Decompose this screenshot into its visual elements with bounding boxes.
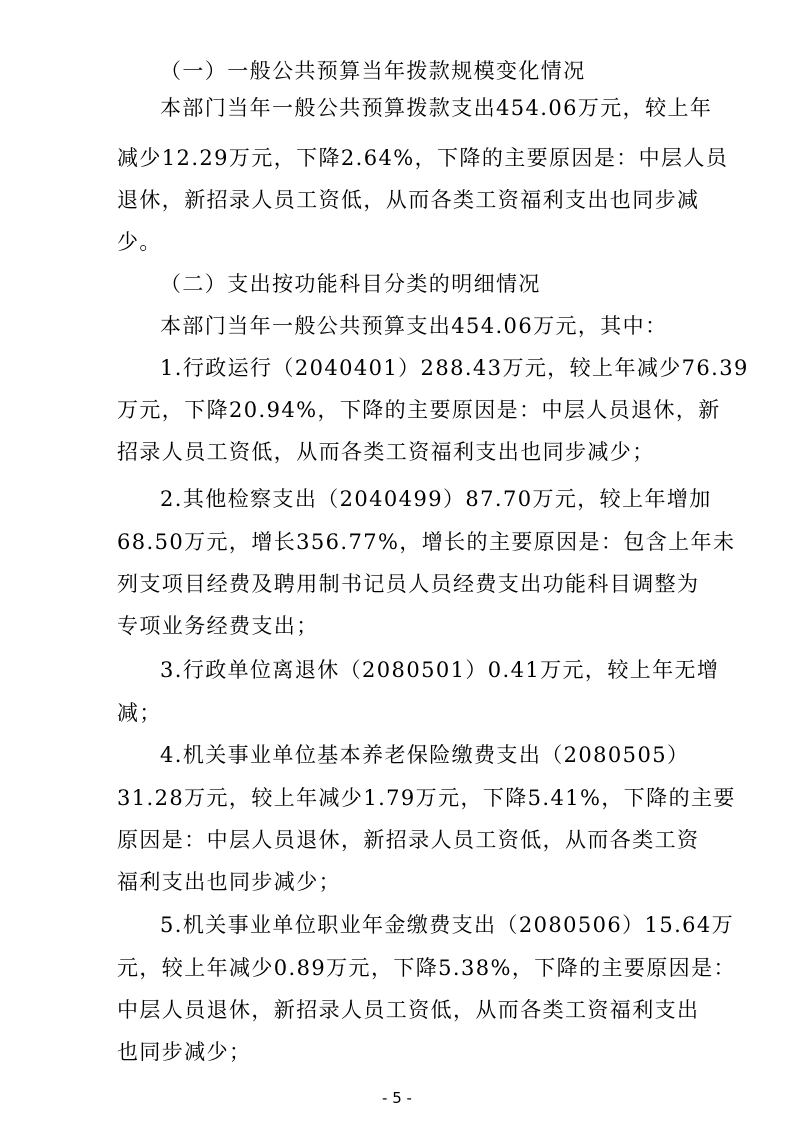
list-item-5-line: 中层人员退休，新招录人员工资低，从而各类工资福利支出 <box>117 998 700 1022</box>
list-item-2-line: 专项业务经费支出； <box>117 614 319 638</box>
list-item-1-line: 万元，下降20.94%，下降的主要原因是：中层人员退休，新 <box>117 398 721 422</box>
list-item-5-line: 5.机关事业单位职业年金缴费支出（2080506）15.64万 <box>160 913 735 937</box>
paragraph-line: 少。 <box>117 230 162 254</box>
list-item-1-line: 1.行政运行（2040401）288.43万元，较上年减少76.39 <box>160 356 749 380</box>
list-item-3-line: 3.行政单位离退休（2080501）0.41万元，较上年无增 <box>160 658 720 682</box>
list-item-1-line: 招录人员工资低，从而各类工资福利支出也同步减少； <box>117 440 655 464</box>
list-item-4-line: 31.28万元，较上年减少1.79万元，下降5.41%，下降的主要 <box>117 786 736 810</box>
list-item-4-line: 4.机关事业单位基本养老保险缴费支出（2080505） <box>160 743 690 767</box>
page-number: - 5 - <box>382 1089 412 1107</box>
list-item-4-line: 原因是：中层人员退休，新招录人员工资低，从而各类工资 <box>117 828 700 852</box>
paragraph-line: 减少12.29万元，下降2.64%，下降的主要原因是：中层人员 <box>117 146 729 170</box>
paragraph-line: 本部门当年一般公共预算支出454.06万元，其中： <box>160 314 668 338</box>
section-heading-2: （二）支出按功能科目分类的明细情况 <box>160 272 541 296</box>
paragraph-line: 本部门当年一般公共预算拨款支出454.06万元，较上年 <box>160 96 713 120</box>
list-item-2-line: 2.其他检察支出（2040499）87.70万元，较上年增加 <box>160 487 712 511</box>
list-item-4-line: 福利支出也同步减少； <box>117 870 341 894</box>
list-item-2-line: 68.50万元，增长356.77%，增长的主要原因是：包含上年未 <box>117 530 736 554</box>
list-item-3-line: 减； <box>117 701 162 725</box>
list-item-5-line: 元，较上年减少0.89万元，下降5.38%，下降的主要原因是： <box>117 956 736 980</box>
paragraph-line: 退休，新招录人员工资低，从而各类工资福利支出也同步减 <box>117 188 700 212</box>
list-item-2-line: 列支项目经费及聘用制书记员人员经费支出功能科目调整为 <box>117 572 700 596</box>
section-heading-1: （一）一般公共预算当年拨款规模变化情况 <box>160 59 586 83</box>
list-item-5-line: 也同步减少； <box>117 1040 252 1064</box>
